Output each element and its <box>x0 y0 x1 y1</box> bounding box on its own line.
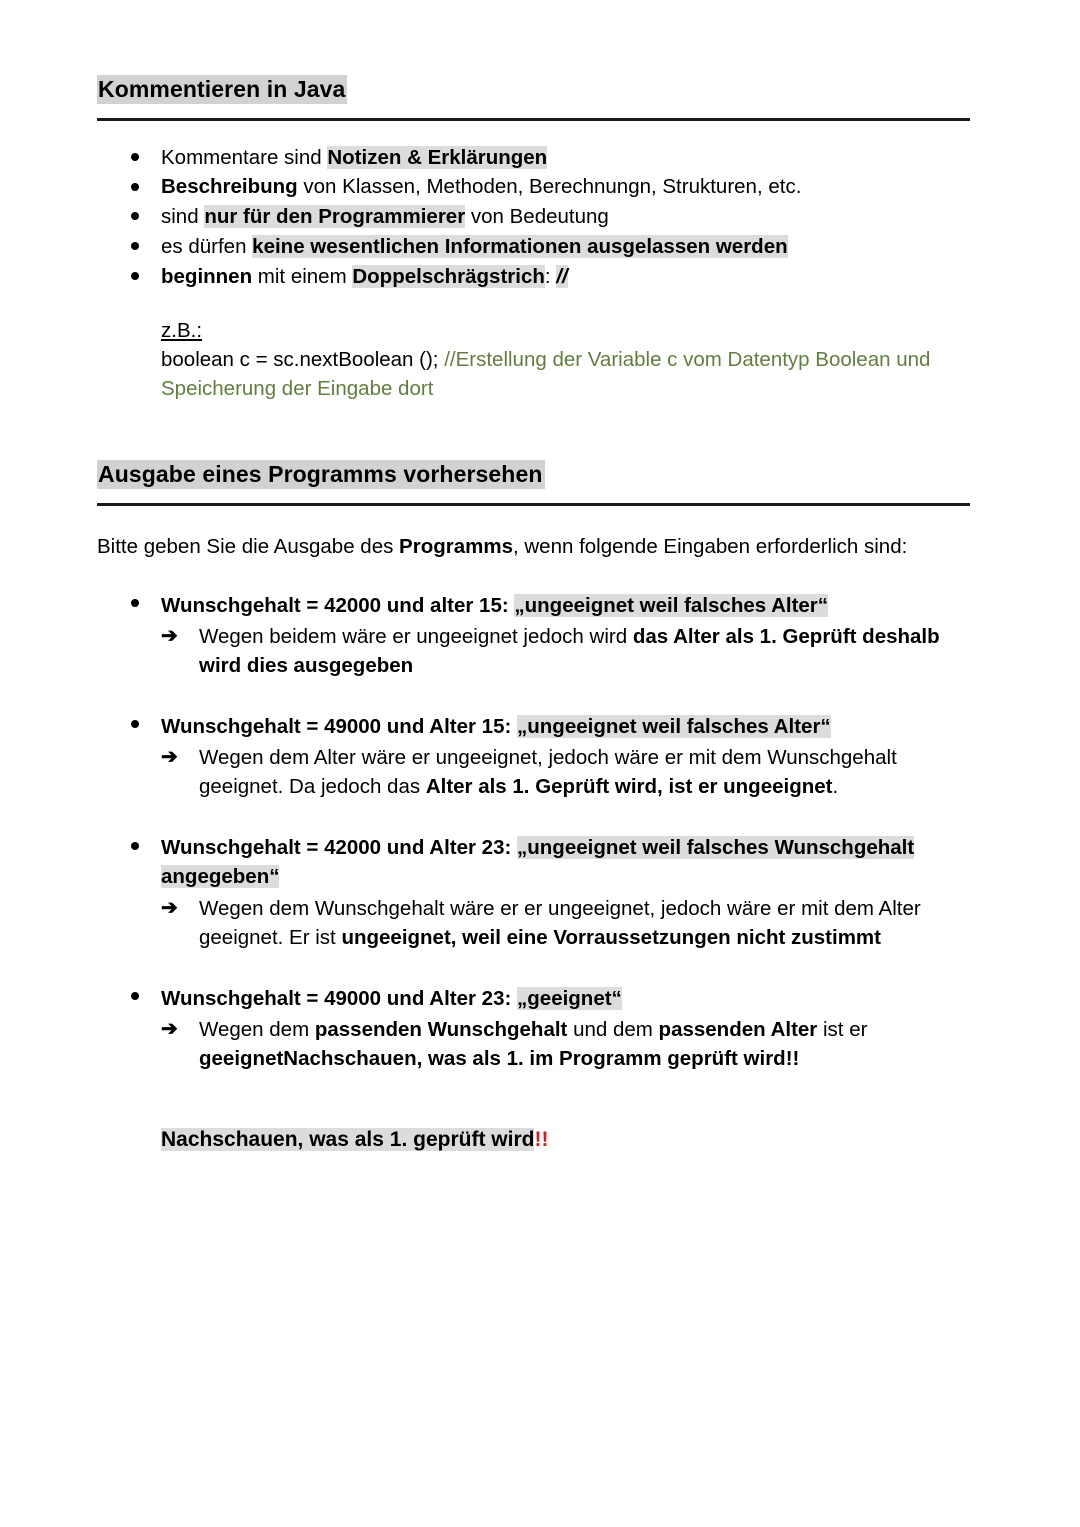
case-title-quoted: „ungeeignet weil falsches Alter“ <box>517 715 831 739</box>
answer-emphasis-3: geeignetNachschauen, was als 1. im Programm geprüft wird!! <box>199 1047 800 1070</box>
case-title-plain: Wunschgehalt = 42000 und Alter 23: <box>161 836 518 860</box>
answer-mid: und dem <box>567 1017 659 1041</box>
bullet-icon <box>131 212 139 220</box>
bullet-icon <box>131 992 139 1000</box>
list-item-emphasis: Beschreibung <box>161 175 298 199</box>
list-item <box>97 202 970 232</box>
case-title <box>161 591 970 620</box>
case-title-quoted: „geeignet“ <box>517 986 622 1010</box>
list-item <box>97 984 970 1073</box>
closing-note-text: Nachschauen, was als 1. geprüft wird <box>161 1128 535 1152</box>
section-title-text: Ausgabe eines Programms vorhersehen <box>98 460 543 487</box>
example-label: z.B.: <box>161 318 203 342</box>
bullet-icon <box>131 720 139 728</box>
list-item-lead: sind <box>161 205 205 229</box>
section-title <box>97 461 970 489</box>
code-comment: //Erstellung der Variable c vom Datentyp Boolean und Speicherung der Eingabe dort <box>161 347 931 400</box>
case-title-plain: Wunschgehalt = 42000 und alter 15: <box>161 593 515 617</box>
closing-note-emphasis: !! <box>534 1128 549 1152</box>
case-title-quoted: „ungeeignet weil falsches Wunschgehalt angegeben“ <box>161 836 915 889</box>
answer-lead: Wegen dem Alter wäre er ungeeignet, jedoch wäre er mit dem Wunschgehalt geeignet. Da jedoch das <box>199 746 897 799</box>
answer-emphasis: ungeeignet, weil eine Vorraussetzungen nicht zustimmt <box>341 925 881 949</box>
list-item-mid: mit einem <box>252 264 353 288</box>
bullet-icon <box>131 272 139 280</box>
case-title-plain: Wunschgehalt = 49000 und Alter 15: <box>161 715 518 739</box>
list-item-emphasis: Notizen & Erklärungen <box>327 145 548 169</box>
answer-tail: ist er <box>817 1017 868 1041</box>
answer-lead: Wegen beidem wäre er ungeeignet jedoch wird <box>199 624 633 648</box>
list-item <box>97 262 970 292</box>
answer-emphasis: das Alter als 1. Geprüft deshalb wird dies ausgegeben <box>199 624 940 677</box>
bullet-icon <box>131 599 139 607</box>
case-title-quoted: „ungeeignet weil falsches Alter“ <box>514 593 829 617</box>
list-item <box>97 833 970 951</box>
list-item-tail: von Klassen, Methoden, Berechnungn, Strukturen, etc. <box>297 175 802 199</box>
answer-lead: Wegen dem <box>199 1017 315 1041</box>
example-code-line <box>161 345 970 403</box>
bullet-icon <box>131 183 139 191</box>
list-item <box>97 143 970 173</box>
answer-tail: . <box>832 775 839 799</box>
case-list <box>97 591 970 1073</box>
intro-lead: Bitte geben Sie die Ausgabe des <box>97 534 400 558</box>
section-intro <box>97 532 970 561</box>
case-answer <box>161 894 970 952</box>
double-slash-token: // <box>556 264 568 288</box>
arrow-right-icon: ➔ <box>161 896 178 919</box>
bullet-icon <box>131 153 139 161</box>
case-title-plain: Wunschgehalt = 49000 und Alter 23: <box>161 986 518 1010</box>
case-answer <box>161 1015 970 1073</box>
bullet-icon <box>131 842 139 850</box>
list-item <box>97 172 970 202</box>
list-item-emphasis-2: Doppelschrägstrich <box>352 264 545 288</box>
arrow-right-icon: ➔ <box>161 624 178 647</box>
page-title-text: Kommentieren in Java <box>98 76 346 102</box>
section-ausgabe-vorhersehen <box>97 461 970 1155</box>
bullet-icon <box>131 242 139 250</box>
answer-emphasis: passenden Wunschgehalt <box>314 1017 568 1041</box>
case-title <box>161 984 970 1013</box>
list-item-tail: von Bedeutung <box>465 205 609 229</box>
case-title <box>161 833 970 891</box>
intro-emphasis: Programms <box>399 534 513 558</box>
list-item <box>97 232 970 262</box>
list-item-emphasis: nur für den Programmierer <box>204 205 466 229</box>
list-item-emphasis: beginnen <box>161 264 253 288</box>
list-item <box>97 591 970 680</box>
comment-facts-list <box>97 143 970 292</box>
answer-emphasis: Alter als 1. Geprüft wird, ist er ungeeignet <box>425 775 833 799</box>
case-answer <box>161 622 970 680</box>
code-example-block <box>97 316 970 403</box>
case-answer <box>161 743 970 801</box>
answer-emphasis-2: passenden Alter <box>658 1017 818 1041</box>
arrow-right-icon: ➔ <box>161 746 178 769</box>
page-title <box>97 76 970 104</box>
heading-divider <box>97 118 970 121</box>
list-item-tail: : <box>544 264 551 288</box>
code-statement: boolean c = sc.nextBoolean (); <box>161 347 439 371</box>
arrow-right-icon: ➔ <box>161 1017 178 1040</box>
section-divider <box>97 503 970 506</box>
answer-lead: Wegen dem Wunschgehalt wäre er er ungeeignet, jedoch wäre er mit dem Alter geeignet. Er ist <box>199 896 921 949</box>
list-item-emphasis: keine wesentlichen Informationen ausgelassen werden <box>252 235 788 259</box>
intro-tail: , wenn folgende Eingaben erforderlich sind: <box>512 534 908 558</box>
case-title <box>161 712 970 741</box>
section-kommentieren-in-java <box>97 76 970 403</box>
closing-note <box>97 1125 970 1155</box>
list-item-lead: Kommentare sind <box>161 145 328 169</box>
list-item <box>97 712 970 801</box>
list-item-lead: es dürfen <box>161 235 253 259</box>
